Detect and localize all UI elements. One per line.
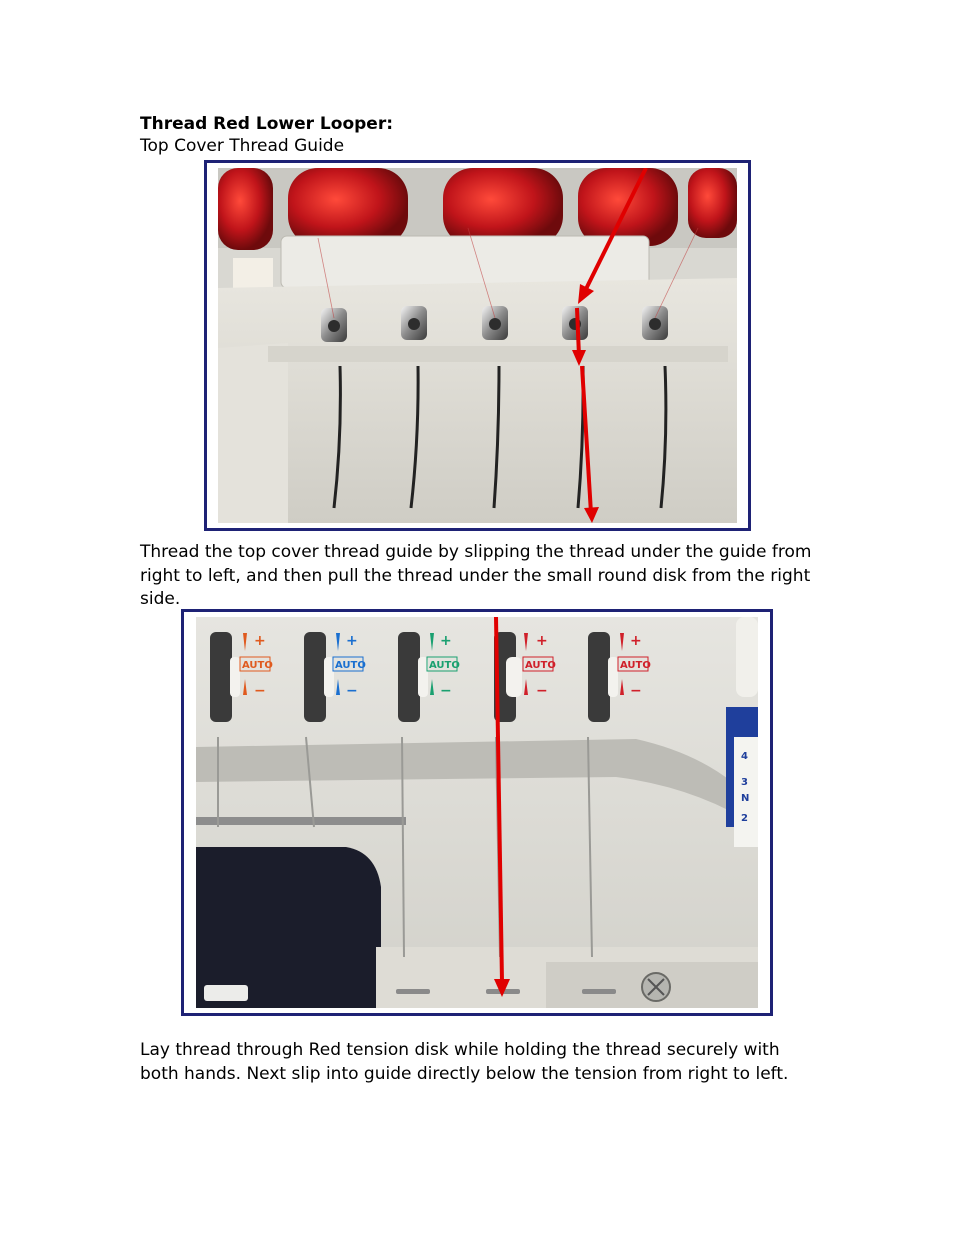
section-heading: Thread Red Lower Looper:	[140, 114, 393, 134]
svg-text:+: +	[254, 633, 266, 649]
svg-text:−: −	[440, 683, 452, 699]
svg-text:+: +	[630, 633, 642, 649]
svg-text:4: 4	[741, 751, 748, 762]
svg-text:N: N	[741, 793, 750, 804]
svg-text:−: −	[346, 683, 358, 699]
svg-text:AUTO: AUTO	[335, 660, 366, 671]
photo-red-tension-disk	[196, 617, 758, 1008]
svg-text:−: −	[536, 683, 548, 699]
stitch-length-scale	[734, 737, 758, 847]
photo-top-cover-thread-guide	[218, 168, 737, 523]
svg-text:2: 2	[741, 813, 748, 824]
photo-frame-top-cover-guide	[204, 160, 751, 531]
guide-slots	[396, 989, 616, 994]
svg-text:AUTO: AUTO	[429, 660, 460, 671]
svg-text:3: 3	[741, 777, 748, 788]
svg-text:−: −	[254, 683, 266, 699]
photo-frame-tension-disk	[181, 609, 773, 1016]
svg-text:AUTO: AUTO	[242, 660, 273, 671]
subheading: Top Cover Thread Guide	[140, 136, 345, 156]
instruction-paragraph-2: Lay thread through Red tension disk while holding the thread securely with both hands. Next slip into guide directly below the tension from right to left.	[140, 1040, 789, 1084]
svg-text:+: +	[346, 633, 358, 649]
svg-text:−: −	[630, 683, 642, 699]
svg-text:+: +	[440, 633, 452, 649]
svg-text:+: +	[536, 633, 548, 649]
instruction-paragraph-1: Thread the top cover thread guide by slipping the thread under the guide from right to left, and then pull the thread under the small round disk from the right side.	[140, 542, 812, 609]
svg-text:AUTO: AUTO	[620, 660, 651, 671]
svg-text:AUTO: AUTO	[525, 660, 556, 671]
